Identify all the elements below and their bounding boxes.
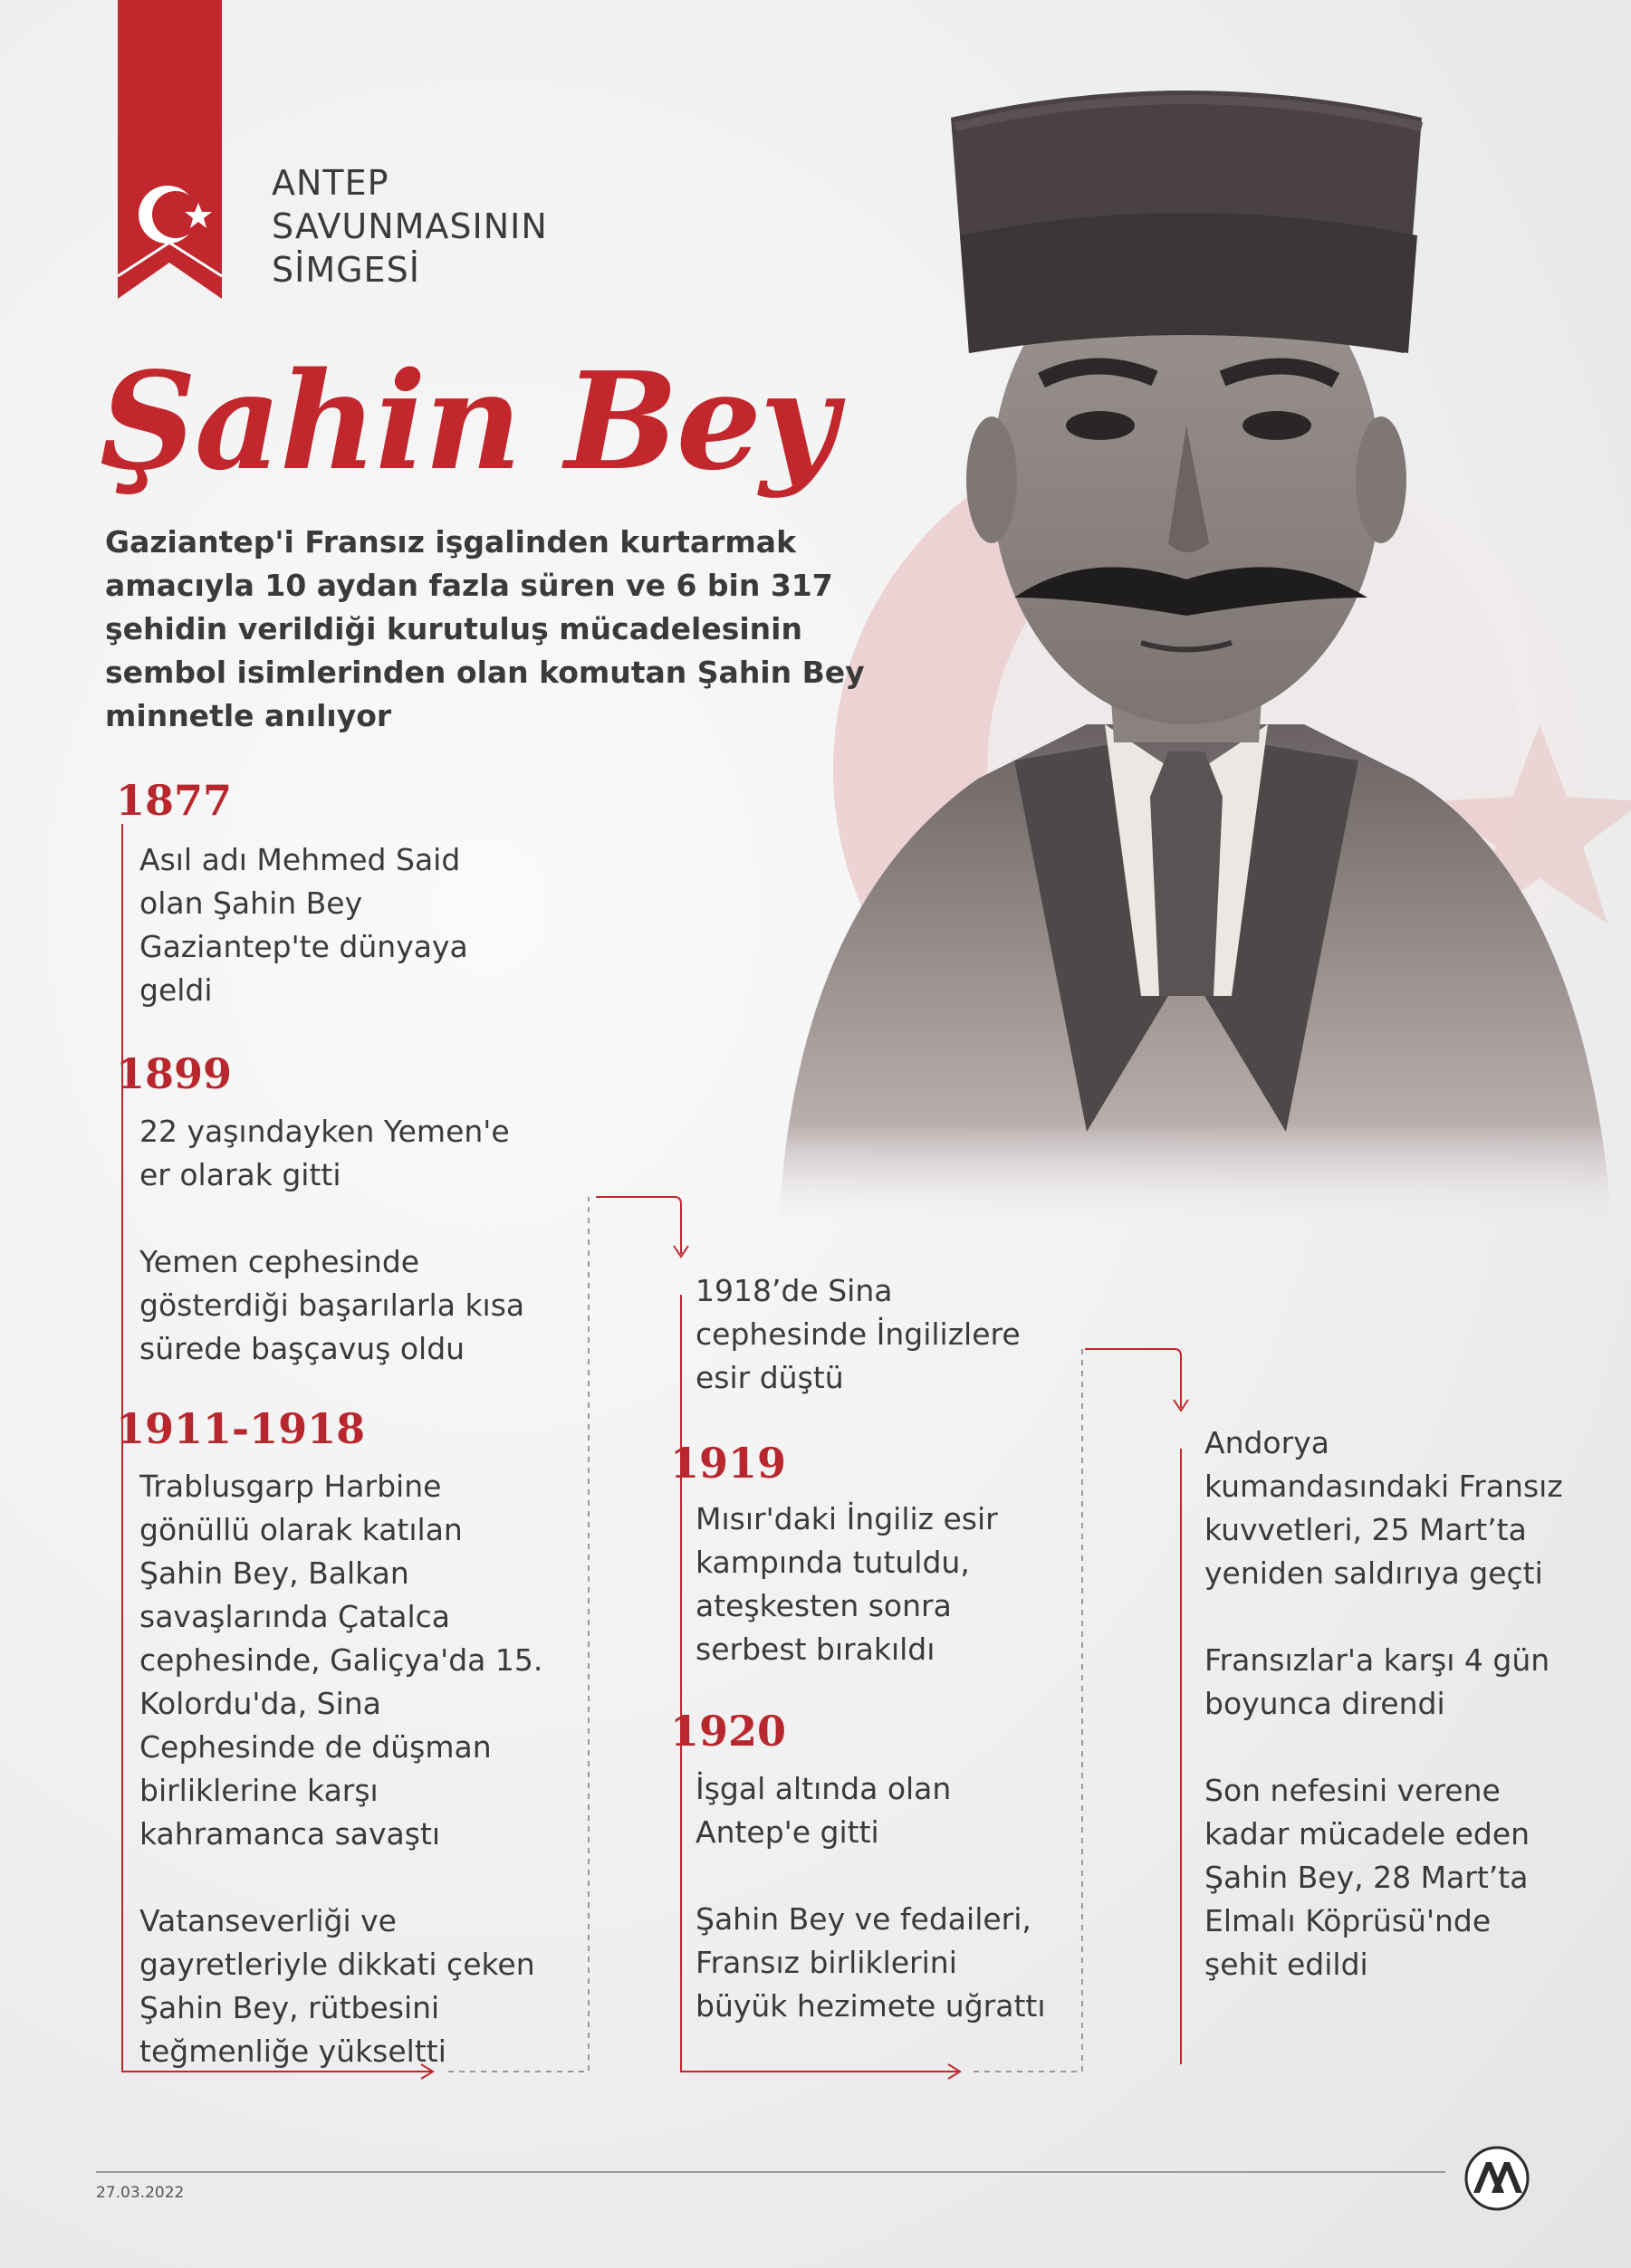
kicker-line: SİMGESİ: [272, 250, 420, 290]
year-1911-1918: 1911-1918: [116, 1404, 366, 1453]
event-1920: [696, 1767, 1058, 2028]
event-march-1920: [1204, 1421, 1567, 1986]
crescent-star-icon: [131, 172, 226, 258]
event-text: Trablusgarp Harbine gönüllü olarak katılan Şahin Bey, Balkan savaşlarında Çatalca cephesinde, Galiçya'da 15. Kolordu'da, Sina Cephesinde de düşman birliklerine karşı kahramanca savaştı: [139, 1469, 543, 1852]
portrait-illustration: [743, 91, 1631, 1340]
event-text: Son nefesini verene kadar mücadele eden Şahin Bey, 28 Mart’ta Elmalı Köprüsü'nde şehit edildi: [1204, 1773, 1530, 1982]
year-1919: 1919: [670, 1439, 787, 1488]
lead-paragraph: Gaziantep'i Fransız işgalinden kurtarmak amacıyla 10 aydan fazla süren ve 6 bin 317 şehidin verildiği kurutuluş mücadelesinin sembol isimlerinden olan komutan Şahin Bey minnetle anılıyor: [105, 524, 865, 733]
footer-divider: [96, 2171, 1445, 2173]
event-1899: [139, 1110, 529, 1371]
event-text: İşgal altında olan Antep'e gitti: [696, 1771, 952, 1850]
page-title: Şahin Bey: [100, 342, 836, 500]
year-1920: 1920: [670, 1707, 787, 1756]
event-text: 22 yaşındayken Yemen'e er olarak gitti: [139, 1114, 510, 1192]
event-text: Andorya kumandasındaki Fransız kuvvetleri, 25 Mart’ta yeniden saldırıya geçti: [1204, 1425, 1563, 1591]
event-1877: Asıl adı Mehmed Said olan Şahin Bey Gaziantep'te dünyaya geldi: [139, 842, 468, 1008]
kicker-title: [272, 161, 548, 292]
kicker-line: SAVUNMASININ: [272, 206, 548, 246]
event-text: Yemen cephesinde gösterdiği başarılarla kısa sürede başçavuş oldu: [139, 1244, 525, 1366]
event-text: Fransızlar'a karşı 4 gün boyunca direndi: [1204, 1642, 1550, 1721]
event-text: Vatanseverliği ve gayretleriyle dikkati çeken Şahin Bey, rütbesini teğmenliğe yükseltti: [139, 1903, 535, 2069]
footer-date: 27.03.2022: [96, 2184, 185, 2202]
year-1899: 1899: [116, 1049, 233, 1098]
event-1918: 1918’de Sina cephesinde İngilizlere esir düştü: [696, 1273, 1021, 1395]
kicker-line: ANTEP: [272, 163, 389, 203]
year-1877: 1877: [116, 776, 233, 825]
event-1919: Mısır'daki İngiliz esir kampında tutuldu, ateşkesten sonra serbest bırakıldı: [696, 1501, 998, 1667]
agency-logo-icon: [1464, 2146, 1530, 2211]
event-text: Şahin Bey ve fedaileri, Fransız birliklerini büyük hezimete uğrattı: [696, 1901, 1046, 2024]
event-1911-1918: [139, 1465, 547, 2073]
